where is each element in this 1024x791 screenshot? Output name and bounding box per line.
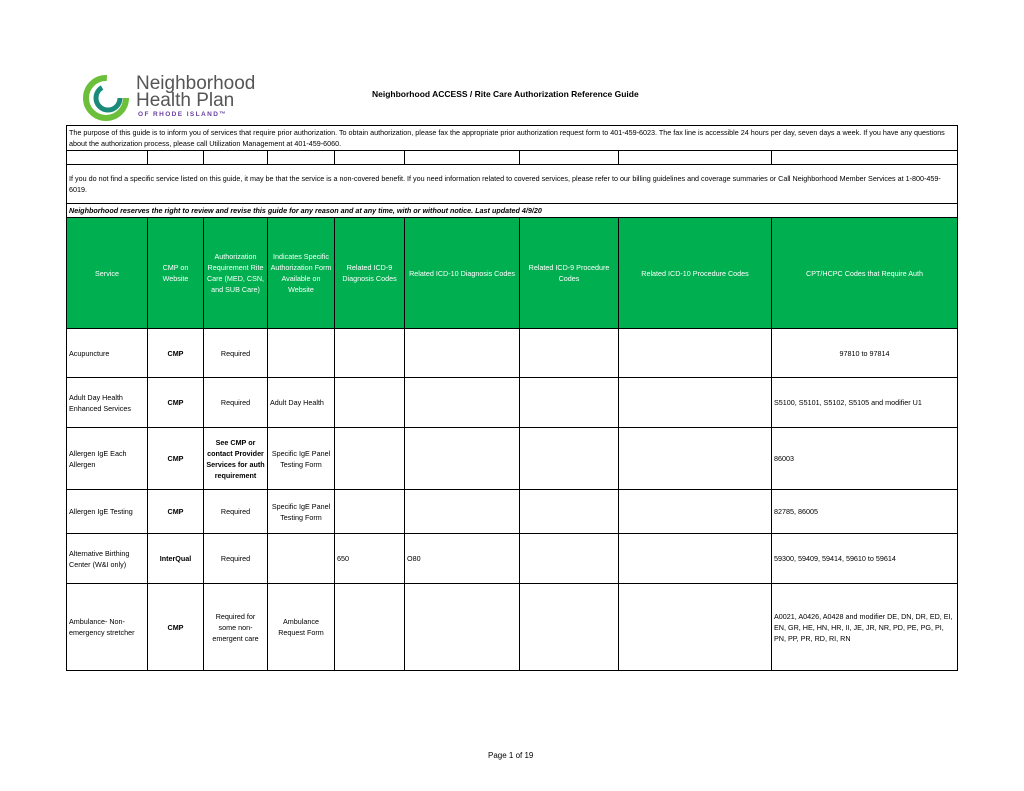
table-row [67, 329, 958, 378]
cell-auth: Required [204, 534, 268, 584]
cell-auth: Required [204, 378, 268, 428]
table-header-row [67, 218, 958, 329]
cell-cpt: A0021, A0426, A0428 and modifier DE, DN, DR, ED, EI, EN, GR, HE, HN, HR, II, JE, JR, NR, PD, PE, PG, PI, PN, PP, PR, RD, RI, RN [772, 584, 958, 671]
cell-icd9-dx [335, 329, 405, 378]
cell-icd10-dx [405, 428, 520, 490]
cell-icd10-proc [619, 534, 772, 584]
cell-cmp: CMP [148, 428, 204, 490]
cell-auth: See CMP or contact Provider Services for auth requirement [204, 428, 268, 490]
header-icd10-diagnosis: Related ICD-10 Diagnosis Codes [405, 218, 520, 329]
logo-tagline: OF RHODE ISLAND™ [138, 111, 228, 118]
logo [82, 72, 272, 124]
cell-cmp: InterQual [148, 534, 204, 584]
header-service: Service [67, 218, 148, 329]
table-row [67, 534, 958, 584]
cell-icd9-dx [335, 428, 405, 490]
header-cpt-hcpc: CPT/HCPC Codes that Require Auth [772, 218, 958, 329]
table-row [67, 378, 958, 428]
logo-name-line1: Neighborhood [136, 73, 256, 94]
logo-swirl-icon [82, 72, 134, 124]
table-row [67, 428, 958, 490]
cell-form [268, 534, 335, 584]
cell-icd10-dx [405, 329, 520, 378]
cell-icd10-proc [619, 490, 772, 534]
cell-service: Ambulance- Non-emergency stretcher [67, 584, 148, 671]
cell-icd9-proc [520, 534, 619, 584]
cell-icd9-proc [520, 584, 619, 671]
purpose-text: The purpose of this guide is to inform you of services that require prior authorization. To obtain authorization, please fax the appropriate prior authorization request form to 401-459-6023. The fax line is accessible 24 hours per day, seven days a week. If you have any questions about the authorization process, please call Utilization Management at 401-459-6060. [67, 126, 958, 151]
cell-service: Allergen IgE Testing [67, 490, 148, 534]
cell-icd9-proc [520, 490, 619, 534]
cell-icd10-dx [405, 490, 520, 534]
cell-form: Ambulance Request Form [268, 584, 335, 671]
table-row [67, 584, 958, 671]
cell-icd9-dx [335, 584, 405, 671]
cell-icd9-dx: 650 [335, 534, 405, 584]
cell-icd9-dx [335, 378, 405, 428]
cell-auth: Required [204, 490, 268, 534]
page-number: Page 1 of 19 [488, 751, 534, 760]
cell-form: Specific IgE Panel Testing Form [268, 428, 335, 490]
cell-cmp: CMP [148, 584, 204, 671]
cell-auth: Required [204, 329, 268, 378]
cell-cmp: CMP [148, 329, 204, 378]
cell-service: Adult Day Health Enhanced Services [67, 378, 148, 428]
cell-icd10-proc [619, 378, 772, 428]
cell-cpt: 86003 [772, 428, 958, 490]
cell-auth: Required for some non-emergent care [204, 584, 268, 671]
cell-icd10-dx: O80 [405, 534, 520, 584]
cell-icd9-proc [520, 428, 619, 490]
cell-service: Allergen IgE Each Allergen [67, 428, 148, 490]
logo-name-line2: Health Plan [136, 90, 235, 111]
header-icd9-diagnosis: Related ICD-9 Diagnosis Codes [335, 218, 405, 329]
header-icd10-procedure: Related ICD-10 Procedure Codes [619, 218, 772, 329]
document-title: Neighborhood ACCESS / Rite Care Authorization Reference Guide [372, 89, 639, 99]
cell-icd9-dx [335, 490, 405, 534]
cell-cpt: S5100, S5101, S5102, S5105 and modifier U1 [772, 378, 958, 428]
header-auth-requirement: Authorization Requirement Rite Care (MED, CSN, and SUB Care) [204, 218, 268, 329]
cell-icd10-dx [405, 584, 520, 671]
cell-icd10-proc [619, 428, 772, 490]
cell-cmp: CMP [148, 378, 204, 428]
cell-icd10-dx [405, 378, 520, 428]
cell-form: Adult Day Health [268, 378, 335, 428]
spacer-row [67, 151, 958, 165]
cell-form: Specific IgE Panel Testing Form [268, 490, 335, 534]
cell-service: Acupuncture [67, 329, 148, 378]
header-icd9-procedure: Related ICD-9 Procedure Codes [520, 218, 619, 329]
cell-icd9-proc [520, 378, 619, 428]
cell-cmp: CMP [148, 490, 204, 534]
cell-service: Alternative Birthing Center (W&I only) [67, 534, 148, 584]
reserves-text: Neighborhood reserves the right to review and revise this guide for any reason and at any time, with or without notice. Last updated 4/9/20 [67, 204, 958, 218]
table-row [67, 490, 958, 534]
cell-cpt: 97810 to 97814 [772, 329, 958, 378]
cell-icd10-proc [619, 584, 772, 671]
header-cmp: CMP on Website [148, 218, 204, 329]
cell-icd10-proc [619, 329, 772, 378]
cell-cpt: 59300, 59409, 59414, 59610 to 59614 [772, 534, 958, 584]
authorization-table [66, 125, 958, 671]
cell-form [268, 329, 335, 378]
cell-icd9-proc [520, 329, 619, 378]
header-auth-form: Indicates Specific Authorization Form Available on Website [268, 218, 335, 329]
not-found-text: If you do not find a specific service listed on this guide, it may be that the service is a non-covered benefit. If you need information related to covered services, please refer to our billing guidelines and coverage summaries or Call Neighborhood Member Services at 1-800-459-6019. [67, 165, 958, 204]
cell-cpt: 82785, 86005 [772, 490, 958, 534]
